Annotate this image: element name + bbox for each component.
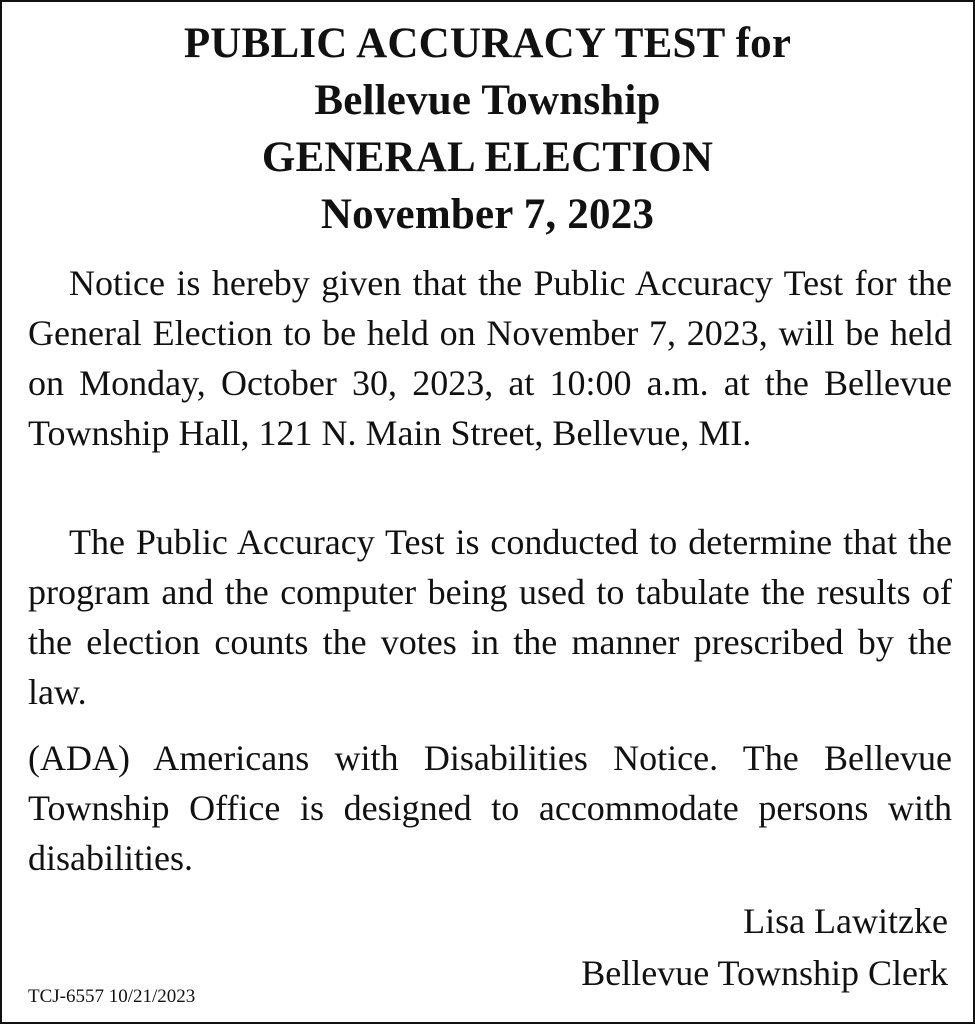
notice-paragraph-ada: (ADA) Americans with Disabilities Notice. The Bellevue Township Office is designed to accommodate persons with disabilities. [28, 738, 952, 878]
notice-paragraph-test-purpose: The Public Accuracy Test is conducted to determine that the program and the computer being used to tabulate the results of the election counts the votes in the manner prescribed by the law. [28, 522, 952, 712]
signature-name: Lisa Lawitzke [743, 901, 948, 941]
notice-title-line-1: PUBLIC ACCURACY TEST for [183, 20, 792, 67]
notice-title-date: November 7, 2023 [320, 191, 655, 238]
notice-title-line-2: Bellevue Township [314, 77, 661, 124]
notice-title-line-3: GENERAL ELECTION [261, 134, 714, 181]
signature-title: Bellevue Township Clerk [581, 953, 948, 993]
notice-paragraph-test-date: Notice is hereby given that the Public Accuracy Test for the General Election to be held on November 7, 2023, will be held on Monday, October 30, 2023, at 10:00 a.m. at the Bellevue Township Hall, 121 N. Main Street, Bellevue, MI. [28, 263, 952, 453]
publication-reference: TCJ-6557 10/21/2023 [28, 986, 196, 1007]
